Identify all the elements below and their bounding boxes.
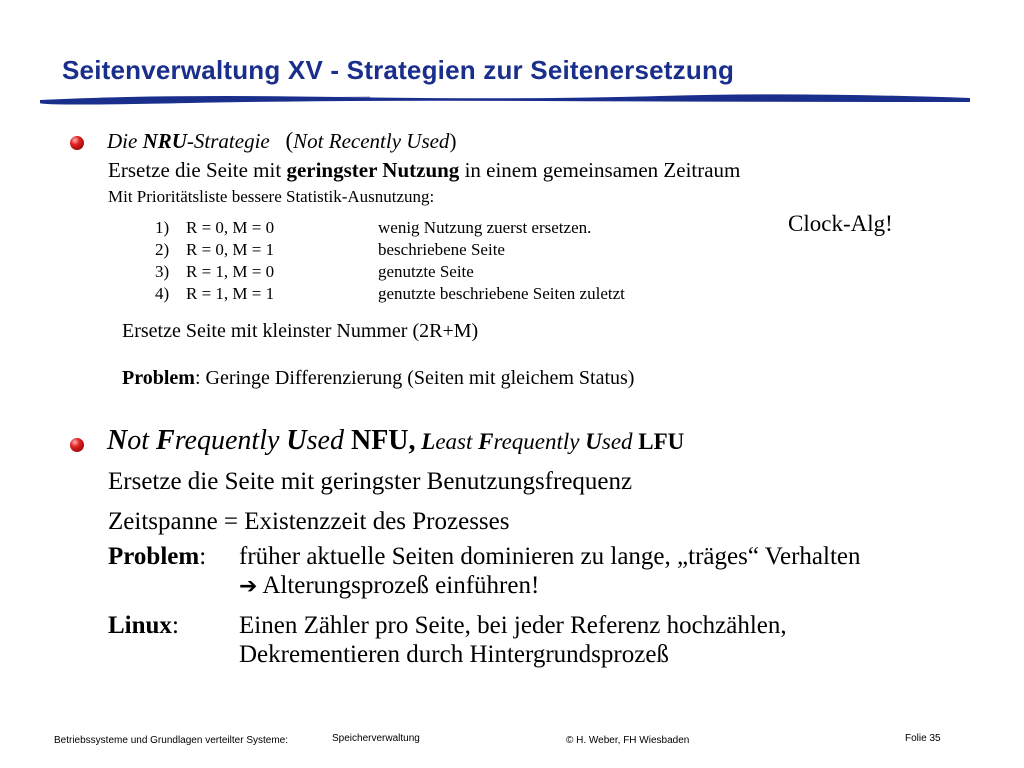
list-item: 4) <box>155 284 170 303</box>
list-item: 2) <box>155 240 170 259</box>
list-item-desc: genutzte Seite <box>378 262 474 281</box>
linux-label: Linux: <box>108 612 179 639</box>
list-item-cond: R = 0, M = 1 <box>186 240 275 259</box>
list-item-cond: R = 1, M = 1 <box>186 284 275 303</box>
footer-course: Betriebssysteme und Grundlagen verteilter Systeme: <box>54 735 288 746</box>
arrow-right-icon: ➔ <box>239 574 258 599</box>
list-item: 1) <box>155 218 170 237</box>
list-item-desc: beschriebene Seite <box>378 240 505 259</box>
linux-text-2: Dekrementieren durch Hintergrundsprozeß <box>239 641 669 668</box>
list-item: 3) <box>155 262 170 281</box>
title-underline <box>40 88 970 108</box>
nfu-line-2: Zeitspanne = Existenzzeit des Prozesses <box>108 508 510 535</box>
linux-text-1: Einen Zähler pro Seite, bei jeder Referenz hochzählen, <box>239 612 787 639</box>
nru-replace-line: Ersetze Seite mit kleinster Nummer (2R+M) <box>122 320 479 342</box>
nfu-heading: Not Frequently Used NFU, Least Frequently Used LFU <box>107 425 685 456</box>
nfu-problem-text: früher aktuelle Seiten dominieren zu lange, „träges“ Verhalten <box>239 543 861 570</box>
nru-line-1: Ersetze die Seite mit geringster Nutzung in einem gemeinsamen Zeitraum <box>108 158 741 182</box>
nru-heading: Die NRU-Strategie (Not Recently Used) <box>107 128 457 153</box>
footer-author: © H. Weber, FH Wiesbaden <box>566 735 690 746</box>
list-item-cond: R = 0, M = 0 <box>186 218 275 237</box>
bullet-icon <box>70 136 84 150</box>
footer-topic: Speicherverwaltung <box>332 733 420 744</box>
slide-title: Seitenverwaltung XV - Strategien zur Seitenersetzung <box>62 55 735 85</box>
nru-problem-line: Problem: Geringe Differenzierung (Seiten mit gleichem Status) <box>122 367 635 389</box>
nfu-problem-label: Problem: <box>108 543 207 570</box>
nfu-line-1: Ersetze die Seite mit geringster Benutzungsfrequenz <box>108 468 633 495</box>
footer-slide-number: Folie 35 <box>905 733 941 744</box>
list-item-cond: R = 1, M = 0 <box>186 262 275 281</box>
bullet-icon <box>70 438 84 452</box>
list-item-desc: wenig Nutzung zuerst ersetzen. <box>378 218 592 237</box>
clock-alg-note: Clock-Alg! <box>788 211 893 236</box>
nfu-problem-action: ➔ Alterungsprozeß einführen! <box>239 572 540 599</box>
list-item-desc: genutzte beschriebene Seiten zuletzt <box>378 284 625 303</box>
nru-line-2: Mit Prioritätsliste bessere Statistik-Ausnutzung: <box>108 187 435 206</box>
